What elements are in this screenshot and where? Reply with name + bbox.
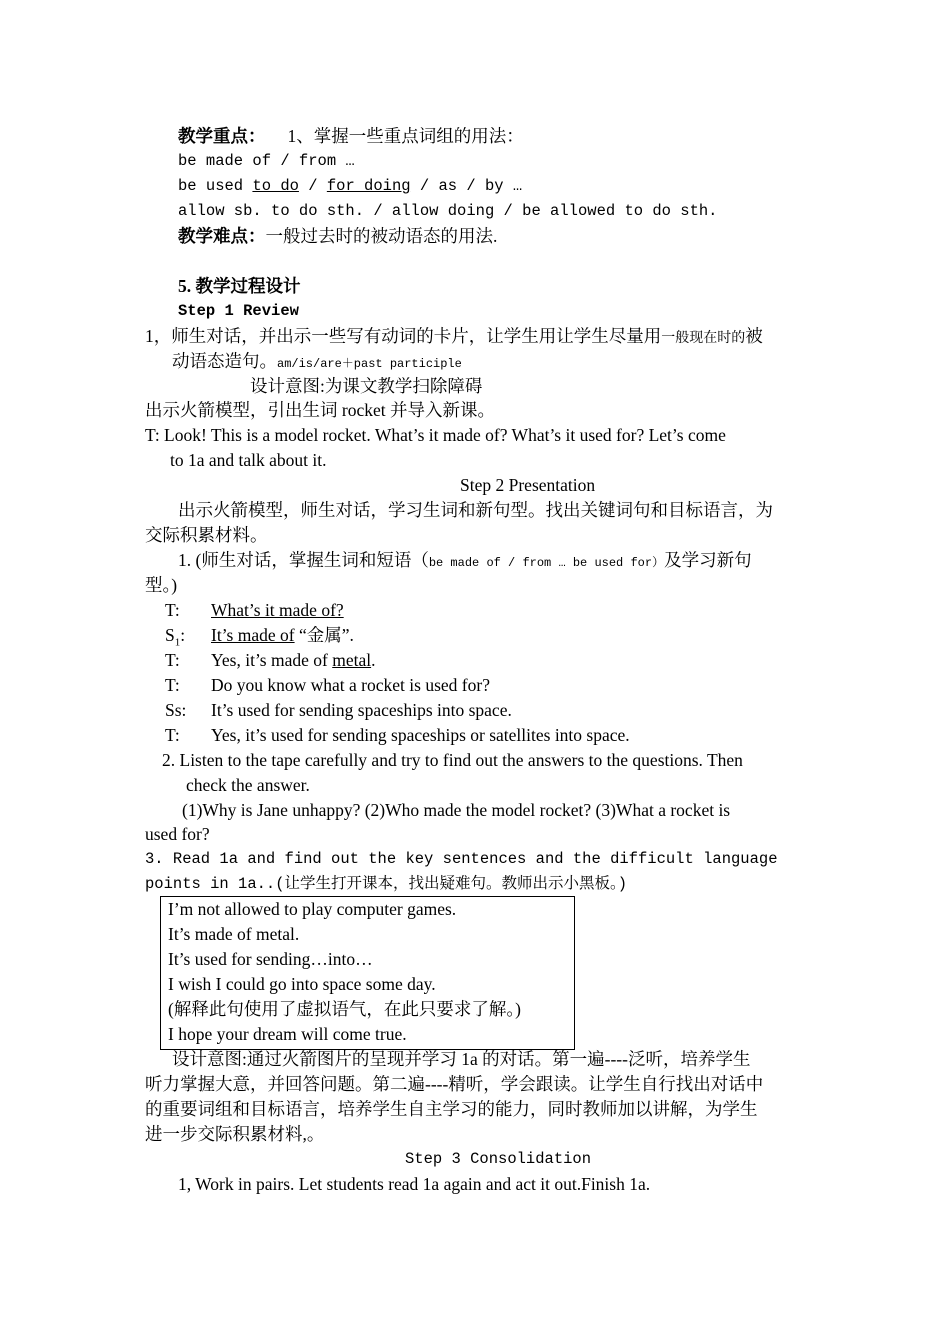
difficult-points-line (178, 224, 497, 249)
step1-teacher-1: T: Look! This is a model rocket. What’s it made of? What’s it used for? Let’s come (145, 425, 726, 445)
phrase-2-c: / (298, 177, 327, 195)
step2-p2-line4: used for? (145, 824, 210, 844)
phrase-2 (178, 174, 522, 199)
step-3-title: Step 3 Consolidation (405, 1150, 592, 1168)
dialog-speaker: T: (165, 650, 180, 670)
step1-text-c: 被 (745, 326, 763, 346)
key-points-line (178, 124, 524, 149)
dialog-underline: metal (332, 650, 372, 670)
dialog-line (211, 648, 375, 673)
step1-intent: 设计意图:为课文教学扫除障碍 (250, 376, 483, 396)
step3-line1: 1, Work in pairs. Let students read 1a again and act it out.Finish 1a. (178, 1174, 651, 1194)
step2-p1-phrases: be made of / from … be used for） (428, 556, 665, 570)
blackboard-line: I wish I could go into space some day. (168, 974, 436, 994)
step2-intro-1: 出示火箭模型，师生对话，学习生词和新句型。找出关键词句和目标语言，为 (178, 500, 773, 520)
step1-number: 1， (145, 326, 172, 346)
step2-p1-line1 (178, 548, 752, 576)
step2-p2-line3: (1)Why is Jane unhappy? (2)Who made the model rocket? (3)What a rocket is (182, 800, 731, 820)
dialog-speaker: T: (165, 675, 180, 695)
step2-p1-c: 及学习新句 (664, 550, 752, 570)
phrase-2-underline-2: for doing (326, 177, 411, 195)
step2-intent-4: 进一步交际积累材料,。 (145, 1124, 325, 1144)
blackboard-line: (解释此句使用了虚拟语气，在此只要求了解。) (168, 999, 521, 1019)
step2-intent-3: 的重要词组和目标语言，培养学生自主学习的能力，同时教师加以讲解，为学生 (145, 1099, 758, 1119)
dialog-text-end: . (371, 650, 376, 670)
step1-show: 出示火箭模型，引出生词 rocket 并导入新课。 (145, 400, 495, 420)
step1-teacher-2: to 1a and talk about it. (170, 450, 327, 470)
dialog-underline: It’s made of (211, 625, 295, 645)
step2-intent-2: 听力掌握大意，并回答问题。第二遍----精听，学会跟读。让学生自行找出对话中 (145, 1074, 764, 1094)
step1-line1 (145, 324, 763, 351)
step-2-title: Step 2 Presentation (460, 475, 596, 495)
phrase-2-a: be used (178, 177, 253, 195)
step1-text-a: 师生对话，并出示一些写有动词的卡片，让学生用让学生尽量用 (171, 326, 662, 346)
dialog-line: Yes, it’s used for sending spaceships or satellites into space. (211, 725, 630, 745)
dialog-line: Do you know what a rocket is used for? (211, 675, 490, 695)
difficult-text: 一般过去时的被动语态的用法. (265, 226, 498, 246)
step1-l2-a: 动语态造句。 (172, 351, 277, 371)
dialog-line (211, 623, 354, 648)
blackboard-line: I hope your dream will come true. (168, 1024, 407, 1044)
step2-p3-line1: 3. Read 1a and find out the key sentences and the difficult language (145, 850, 778, 868)
step2-p3-line2: points in 1a..(让学生打开课本，找出疑难句。教师出示小黑板。) (145, 875, 628, 893)
dialog-line: It’s used for sending spaceships into space. (211, 700, 512, 720)
phrase-2-underline-1: to do (252, 177, 299, 195)
section-5-title: 5. 教学过程设计 (178, 276, 301, 296)
blackboard-line: It’s made of metal. (168, 924, 300, 944)
step1-text-b: 一般现在时的 (661, 331, 746, 346)
dialog-text: Yes, it’s made of (211, 650, 333, 670)
dialog-speaker: T: (165, 725, 180, 745)
step2-p2-line2: check the answer. (186, 775, 310, 795)
step-1-title: Step 1 Review (178, 302, 299, 320)
dialog-text: “金属”. (294, 625, 354, 645)
step1-formula: am/is/are＋past participle (277, 357, 462, 371)
step2-p2-line1: 2. Listen to the tape carefully and try to find out the answers to the questions. Then (162, 750, 743, 770)
step2-intro-2: 交际积累材料。 (145, 525, 268, 545)
phrase-3: allow sb. to do sth. / allow doing / be allowed to do sth. (178, 202, 718, 220)
phrase-1: be made of / from … (178, 152, 355, 170)
step2-p1-a: 1. (师生对话，掌握生词和短语（ (178, 550, 429, 570)
dialog-line: What’s it made of? (211, 600, 344, 620)
step2-p1-line2: 型。) (145, 575, 178, 595)
step1-line2 (172, 349, 462, 377)
dialog-speaker: $S_1$: (165, 625, 186, 649)
dialog-speaker: Ss: (165, 700, 187, 720)
step2-intent-1: 设计意图:通过火箭图片的呈现并学习 1a 的对话。第一遍----泛听，培养学生 (172, 1049, 751, 1069)
key-points-label: 教学重点： (178, 126, 266, 146)
key-points-item1: 1、掌握一些重点词组的用法： (287, 126, 524, 146)
difficult-label: 教学难点： (178, 226, 266, 246)
phrase-2-e: / as / by … (410, 177, 523, 195)
blackboard-line: It’s used for sending…into… (168, 949, 373, 969)
dialog-speaker: T: (165, 600, 180, 620)
blackboard-line: I’m not allowed to play computer games. (168, 899, 457, 919)
